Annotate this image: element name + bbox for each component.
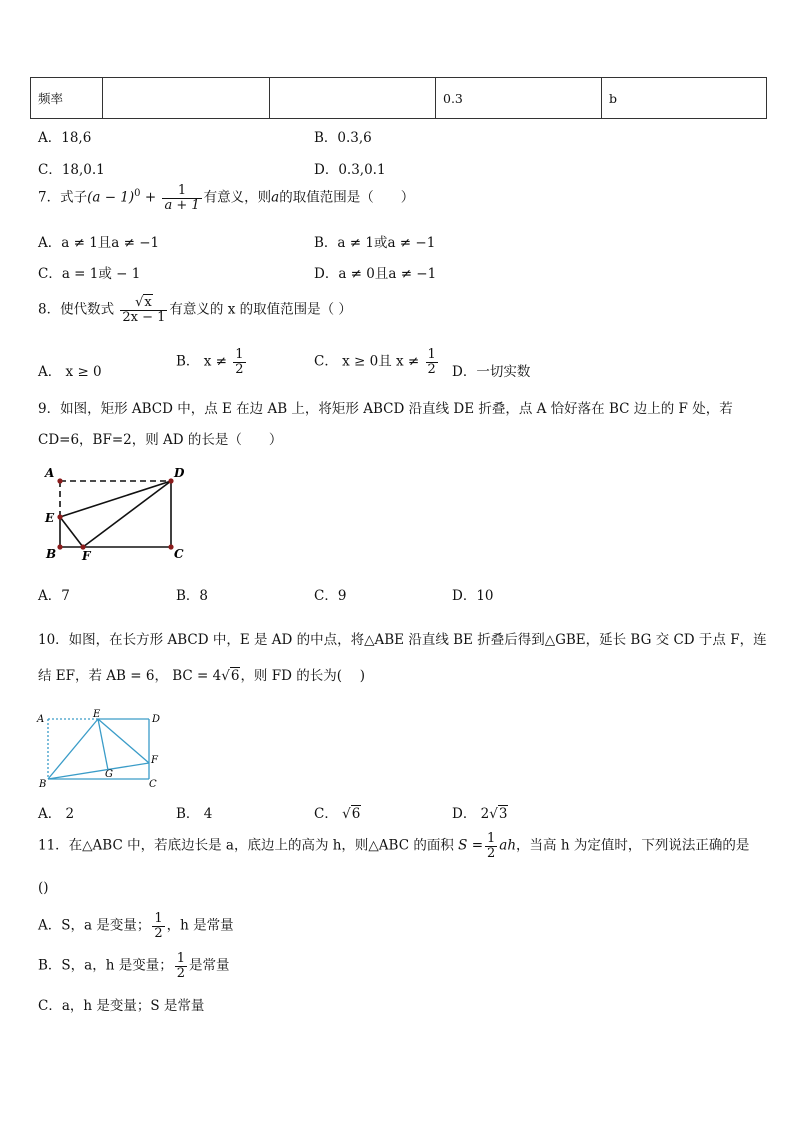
q9-segment-ed (60, 481, 171, 517)
q8-suffix: 有意义的 x 的取值范围是（ ） (169, 301, 352, 318)
q11-option-a-den: 2 (154, 925, 163, 941)
q8-option-b (176, 348, 248, 376)
q7-exponent: 0 (134, 188, 141, 200)
q9-segment-fd (83, 481, 171, 547)
q8-option-a: A． x ≥ 0 (38, 364, 102, 380)
q9-point-d (168, 478, 173, 483)
q9-option-c: C．9 (314, 588, 347, 604)
question-10-line-1: 10．如图，在长方形 ABCD 中，E 是 AD 的中点，将△ABE 沿直线 BE 折叠后得到△GBE，延长 BG 交 CD 于点 F，连 (38, 632, 767, 648)
q7-option-a: A．a ≠ 1且a ≠ −1 (38, 235, 160, 251)
q11-formula-lhs: S = (458, 837, 484, 854)
q7-fraction (162, 184, 201, 212)
q9-label-e: E (45, 511, 55, 525)
q10-label-a: A (37, 714, 45, 725)
q8-sqrt-arg: x (144, 295, 152, 310)
q6-option-a: A．18,6 (38, 130, 92, 146)
q11-option-c: C．a，h 是变量；S 是常量 (38, 998, 205, 1014)
q9-label-d: D (174, 466, 185, 480)
table-cell (103, 78, 270, 119)
q7-frac-den: a + 1 (164, 197, 200, 213)
q11-option-a-num: 1 (154, 911, 163, 926)
q11-option-b-fraction (175, 952, 187, 980)
q10-option-b: B． 4 (176, 806, 213, 822)
q10-option-d-text: D． 2 (452, 806, 490, 822)
q9-segment-ef (60, 517, 83, 547)
question-11-line-1 (38, 832, 749, 860)
q7-option-b: B．a ≠ 1或a ≠ −1 (314, 235, 436, 251)
q8-prefix: 8．使代数式 (38, 301, 115, 318)
q9-point-b (57, 544, 62, 549)
q8-frac-den: 2x − 1 (122, 309, 166, 325)
q11-line-1-end: ，当高 h 为定值时，下列说法正确的是 (516, 837, 750, 854)
q11-option-b-den: 2 (176, 965, 185, 981)
q7-mid: 有意义，则 (203, 189, 272, 206)
question-8-stem (38, 296, 352, 324)
table-row (31, 78, 767, 119)
q11-formula-fraction (485, 832, 497, 860)
question-9-line-2: CD=6，BF=2，则 AD 的长是（ ） (38, 432, 283, 448)
q9-option-a: A．7 (38, 588, 70, 604)
q8-option-b-text: B． x ≠ (176, 353, 227, 370)
q9-point-c (168, 544, 173, 549)
q11-option-a-fraction (152, 912, 164, 940)
q11-option-b (38, 952, 230, 980)
table-cell: b (602, 78, 767, 119)
q10-option-a: A． 2 (38, 806, 75, 822)
q10-option-c: C． √6 (314, 806, 361, 822)
frequency-table (30, 77, 767, 119)
q9-label-b: B (46, 547, 57, 561)
q10-label-e: E (93, 709, 101, 720)
q10-option-d: D． 2√3 (452, 806, 508, 822)
q8-frac-num: √x (120, 296, 167, 311)
table-cell (270, 78, 436, 119)
table-cell: 0.3 (436, 78, 602, 119)
q10-label-b: B (39, 779, 47, 790)
q10-label-d: D (152, 714, 161, 725)
q7-option-c: C．a = 1或 − 1 (38, 266, 141, 282)
q11-formula-num: 1 (487, 831, 496, 846)
q9-label-f: F (82, 549, 91, 563)
q9-label-c: C (174, 547, 184, 561)
q8-option-c-text: C． x ≥ 0且 x ≠ (314, 353, 420, 370)
q7-option-d: D．a ≠ 0且a ≠ −1 (314, 266, 437, 282)
question-10-line-2: 结 EF，若 AB = 6， BC = 4√6，则 FD 的长为( ) (38, 668, 366, 684)
q8-option-c-fraction (426, 348, 438, 376)
q8-option-b-den: 2 (235, 361, 244, 377)
question-11-line-2: () (38, 880, 49, 896)
q8-fraction (120, 296, 167, 324)
q10-line-2-end: ，则 FD 的长为( ) (240, 668, 366, 684)
q11-option-b-text: B．S，a，h 是变量； (38, 957, 173, 974)
q10-rectangle-figure (34, 708, 164, 790)
q7-expr: (a − 1) (87, 189, 135, 206)
q11-option-a-end: ，h 是常量 (166, 917, 234, 934)
q10-label-c: C (149, 779, 157, 790)
q9-rectangle-figure (38, 460, 198, 565)
q11-option-b-end: 是常量 (189, 957, 230, 974)
q8-option-d: D．一切实数 (452, 364, 531, 380)
q10-segment-bf (48, 763, 149, 779)
q10-option-c-sqrt: 6 (351, 806, 361, 822)
q10-sqrt-arg: 6 (230, 668, 240, 684)
q8-option-b-fraction (233, 348, 245, 376)
q7-var: a (271, 189, 280, 206)
q8-option-c-den: 2 (427, 361, 436, 377)
q10-label-f: F (151, 755, 158, 766)
q9-label-a: A (45, 466, 55, 480)
q10-label-g: G (105, 769, 113, 780)
q11-formula-den: 2 (487, 845, 496, 861)
q10-option-c-text: C． (314, 806, 338, 822)
q10-segment-be (48, 719, 98, 779)
q10-line-2-text: 结 EF，若 AB = 6， BC = 4 (38, 668, 222, 684)
question-7-stem (38, 184, 414, 212)
q11-option-b-num: 1 (176, 951, 185, 966)
q11-line-1-text: 11．在△ABC 中，若底边长是 a，底边上的高为 h，则△ABC 的面积 (38, 837, 454, 854)
q7-frac-num: 1 (162, 184, 201, 199)
q8-option-c (314, 348, 440, 376)
q8-option-b-num: 1 (235, 347, 244, 362)
q7-prefix: 7．式子 (38, 189, 88, 206)
table-header-cell: 频率 (31, 78, 103, 119)
q9-point-e (57, 514, 62, 519)
q11-option-a-text: A．S，a 是变量； (38, 917, 151, 934)
q10-option-d-sqrt: 3 (498, 806, 508, 822)
q6-option-c: C．18,0.1 (38, 162, 105, 178)
question-9-line-1: 9．如图，矩形 ABCD 中，点 E 在边 AB 上，将矩形 ABCD 沿直线 DE 折叠，点 A 恰好落在 BC 边上的 F 处，若 (38, 401, 733, 417)
q11-formula-rhs: ah (499, 837, 517, 854)
q6-option-d: D．0.3,0.1 (314, 162, 386, 178)
q7-plus: + (144, 189, 157, 206)
q8-option-c-num: 1 (427, 347, 436, 362)
q9-option-b: B．8 (176, 588, 209, 604)
q9-point-a (57, 478, 62, 483)
q7-suffix: 的取值范围是（ ） (279, 189, 415, 206)
q11-option-a (38, 912, 234, 940)
q6-option-b: B．0.3,6 (314, 130, 372, 146)
q9-option-d: D．10 (452, 588, 494, 604)
